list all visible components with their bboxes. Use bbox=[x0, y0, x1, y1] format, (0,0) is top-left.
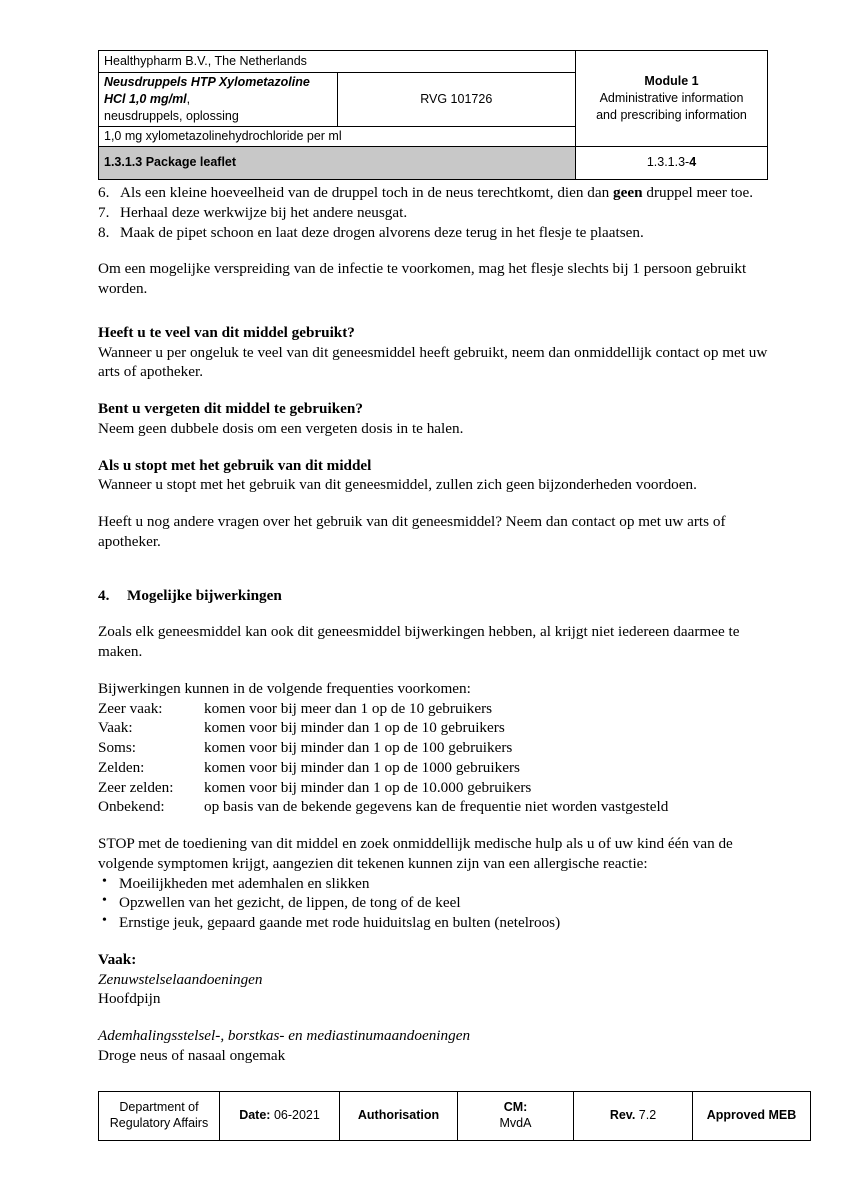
header-leaflet-title: 1.3.1.3 Package leaflet bbox=[99, 146, 576, 179]
spacer bbox=[98, 439, 770, 456]
bullet-icon: • bbox=[102, 913, 107, 928]
bullet-icon: • bbox=[102, 873, 107, 889]
frequency-description: komen voor bij minder dan 1 op de 100 gebruikers bbox=[204, 739, 513, 756]
paragraph-frequency-intro: Bijwerkingen kunnen in de volgende frequenties voorkomen: bbox=[98, 679, 471, 697]
spacer bbox=[98, 662, 770, 679]
document-header-table bbox=[98, 50, 768, 180]
frequency-row bbox=[98, 699, 770, 719]
paragraph-stop-warning: STOP met de toediening van dit middel en zoek onmiddellijk medische hulp als u of uw kind één van de volgende symptomen krijgt, aangezien dit tekenen kunnen zijn van een allergische reactie: bbox=[98, 835, 733, 872]
spacer bbox=[98, 552, 770, 586]
spacer bbox=[98, 299, 770, 323]
footer-department-line1: Department of bbox=[119, 1100, 199, 1115]
allergy-symptom-text: Opzwellen van het gezicht, de lippen, de tong of de keel bbox=[119, 894, 461, 912]
section-title: Mogelijke bijwerkingen bbox=[127, 586, 282, 604]
soc-item-headache: Hoofdpijn bbox=[98, 990, 161, 1008]
paragraph-further-questions: Heeft u nog andere vragen over het gebruik van dit geneesmiddel? Neem dan contact op met uw arts of apotheker. bbox=[98, 513, 726, 550]
step-text-before: Maak de pipet schoon en laat deze drogen alvorens deze terug in het flesje te plaatsen. bbox=[120, 223, 644, 241]
leaflet-body bbox=[98, 183, 770, 1066]
frequency-row bbox=[98, 718, 770, 738]
frequency-description: komen voor bij minder dan 1 op de 10.000 gebruikers bbox=[204, 778, 532, 796]
frequency-description: komen voor bij meer dan 1 op de 10 gebruikers bbox=[204, 699, 493, 717]
footer-revision-value: 7.2 bbox=[638, 1108, 657, 1123]
frequency-label: Zeer zelden: bbox=[98, 778, 174, 796]
section-heading-4 bbox=[98, 586, 770, 606]
instruction-step bbox=[98, 223, 770, 243]
document-footer-table bbox=[98, 1091, 811, 1141]
header-page-number bbox=[576, 146, 768, 179]
bullet-icon: • bbox=[102, 893, 107, 909]
spacer bbox=[98, 817, 770, 834]
soc-item-dry-nose: Droge neus of nasaal ongemak bbox=[98, 1046, 286, 1064]
step-number: 6. bbox=[98, 184, 110, 201]
header-module-line1: Administrative information bbox=[599, 90, 744, 105]
frequency-description: komen voor bij minder dan 1 op de 10 gebruikers bbox=[204, 719, 505, 737]
header-page-number-prefix: 1.3.1.3- bbox=[646, 155, 690, 170]
header-row-leaflet bbox=[99, 146, 768, 179]
step-number: 7. bbox=[98, 203, 110, 221]
footer-approved-cell: Approved MEB bbox=[693, 1092, 811, 1141]
allergy-symptoms-list bbox=[98, 874, 770, 933]
spacer bbox=[98, 605, 770, 622]
step-text-before: Als een kleine hoeveelheid van de druppel toch in de neus terechtkomt, dien dan bbox=[120, 184, 614, 201]
paragraph-missed-dose: Neem geen dubbele dosis om een vergeten dosis in te halen. bbox=[98, 419, 464, 437]
single-person-paragraph: Om een mogelijke verspreiding van de infectie te voorkomen, mag het flesje slechts bij 1 persoon gebruikt worden. bbox=[98, 260, 747, 297]
paragraph-stopping: Wanneer u stopt met het gebruik van dit geneesmiddel, zullen zich geen bijzonderheden voordoen. bbox=[98, 476, 697, 494]
frequency-row bbox=[98, 758, 770, 778]
frequency-row bbox=[98, 797, 770, 817]
frequency-label: Zelden: bbox=[98, 758, 145, 776]
spacer bbox=[98, 1009, 770, 1026]
footer-department-line2: Regulatory Affairs bbox=[109, 1116, 209, 1130]
header-product-name bbox=[104, 75, 310, 106]
header-page-number-value: 4 bbox=[689, 155, 697, 170]
header-rvg-cell: RVG 101726 bbox=[337, 73, 576, 127]
heading-missed-dose: Bent u vergeten dit middel te gebruiken? bbox=[98, 400, 363, 417]
frequency-definitions-list bbox=[98, 699, 770, 818]
heading-stopping: Als u stopt met het gebruik van dit middel bbox=[98, 456, 372, 474]
step-text-after: druppel meer toe. bbox=[642, 184, 754, 201]
footer-cm-label: CM: bbox=[503, 1100, 528, 1115]
allergy-symptom-item bbox=[98, 893, 770, 913]
footer-cm-value: MvdA bbox=[499, 1116, 532, 1130]
instruction-step bbox=[98, 203, 770, 223]
soc-title-nervous-system: Zenuwstelselaandoeningen bbox=[98, 970, 263, 988]
header-product-cell bbox=[99, 73, 338, 127]
header-module-title: Module 1 bbox=[644, 74, 699, 88]
footer-department-cell bbox=[99, 1092, 220, 1141]
allergy-symptom-text: Ernstige jeuk, gepaard gaande met rode huiduitslag en bulten (netelroos) bbox=[119, 914, 561, 931]
frequency-label: Soms: bbox=[98, 739, 136, 756]
footer-row bbox=[99, 1092, 811, 1141]
footer-date-cell bbox=[220, 1092, 340, 1141]
step-number: 8. bbox=[98, 223, 110, 241]
header-company-cell bbox=[99, 51, 576, 73]
allergy-symptom-item bbox=[98, 874, 770, 894]
frequency-description: komen voor bij minder dan 1 op de 1000 gebruikers bbox=[204, 758, 520, 776]
footer-date-label: Date: bbox=[239, 1108, 271, 1123]
spacer bbox=[98, 933, 770, 950]
footer-authorisation-cell: Authorisation bbox=[340, 1092, 458, 1141]
frequency-description: op basis van de bekende gegevens kan de frequentie niet worden vastgesteld bbox=[204, 798, 669, 816]
allergy-symptom-text: Moeilijkheden met ademhalen en slikken bbox=[119, 874, 370, 892]
spacer bbox=[98, 382, 770, 399]
footer-date-value: 06-2021 bbox=[273, 1108, 320, 1123]
footer-cm-cell bbox=[458, 1092, 574, 1141]
instruction-steps-list bbox=[98, 183, 770, 242]
step-text-emphasis: geen bbox=[613, 184, 643, 201]
frequency-row bbox=[98, 778, 770, 798]
soc-title-respiratory: Ademhalingsstelsel-, borstkas- en mediastinumaandoeningen bbox=[98, 1027, 471, 1044]
header-product-form: neusdruppels, oplossing bbox=[104, 108, 239, 123]
header-strength-cell: 1,0 mg xylometazolinehydrochloride per ml bbox=[99, 126, 576, 146]
frequency-label: Vaak: bbox=[98, 719, 133, 737]
header-product-comma: , bbox=[186, 91, 191, 106]
frequency-row bbox=[98, 738, 770, 758]
section-number: 4. bbox=[98, 586, 110, 604]
header-module-line2: and prescribing information bbox=[596, 107, 747, 122]
spacer bbox=[98, 495, 770, 512]
heading-overdose: Heeft u te veel van dit middel gebruikt? bbox=[98, 323, 355, 341]
spacer bbox=[98, 242, 770, 259]
allergy-symptom-item bbox=[98, 913, 770, 933]
heading-frequency-vaak: Vaak: bbox=[98, 950, 137, 968]
paragraph-side-effects-intro: Zoals elk geneesmiddel kan ook dit geneesmiddel bijwerkingen hebben, al krijgt niet iedereen daarmee te maken. bbox=[98, 623, 740, 660]
header-product-name-bold: Neusdruppels HTP Xylometazoline HCl 1,0 mg/ml bbox=[104, 75, 310, 106]
footer-revision-label: Rev. bbox=[609, 1108, 636, 1123]
frequency-label: Onbekend: bbox=[98, 798, 165, 816]
instruction-step bbox=[98, 183, 770, 203]
frequency-label: Zeer vaak: bbox=[98, 699, 163, 717]
step-text-before: Herhaal deze werkwijze bij het andere neusgat. bbox=[120, 203, 408, 221]
paragraph-overdose: Wanneer u per ongeluk te veel van dit geneesmiddel heeft gebruikt, neem dan onmiddellijk contact op met uw arts of apotheker. bbox=[98, 343, 768, 381]
header-row-company bbox=[99, 51, 768, 73]
header-module-cell bbox=[576, 51, 768, 147]
header-company-text: Healthypharm B.V., The Netherlands bbox=[104, 54, 307, 69]
footer-revision-cell bbox=[574, 1092, 693, 1141]
